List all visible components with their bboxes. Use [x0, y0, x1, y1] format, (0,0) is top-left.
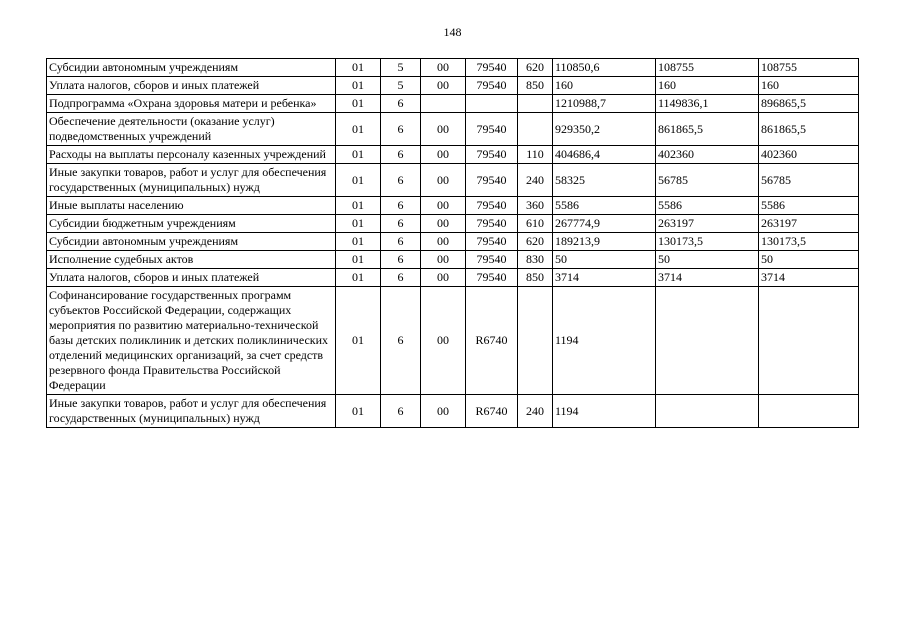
row-direction: 00 — [421, 215, 466, 233]
row-direction: 00 — [421, 164, 466, 197]
row-direction: 00 — [421, 395, 466, 428]
table-row — [47, 146, 859, 164]
row-amount-2 — [656, 395, 759, 428]
row-name: Софинансирование государственных программ субъектов Российской Федерации, содержащих мероприятия по развитию материально-технической базы детских поликлиник и детских поликлинических отделений медицинских организаций, за счет средств резервного фонда Правительства Российской Федерации — [47, 287, 336, 395]
row-code: 79540 — [466, 269, 518, 287]
row-section: 01 — [336, 287, 381, 395]
row-code: 79540 — [466, 146, 518, 164]
table-row — [47, 59, 859, 77]
row-name: Субсидии автономным учреждениям — [47, 233, 336, 251]
row-amount-3: 5586 — [759, 197, 859, 215]
row-expense-type: 360 — [518, 197, 553, 215]
row-section: 01 — [336, 113, 381, 146]
row-expense-type: 850 — [518, 77, 553, 95]
row-direction — [421, 95, 466, 113]
row-amount-2: 402360 — [656, 146, 759, 164]
row-amount-3: 56785 — [759, 164, 859, 197]
row-name: Подпрограмма «Охрана здоровья матери и ребенка» — [47, 95, 336, 113]
row-amount-2: 1149836,1 — [656, 95, 759, 113]
row-code: 79540 — [466, 233, 518, 251]
row-direction: 00 — [421, 233, 466, 251]
row-direction: 00 — [421, 59, 466, 77]
row-code: 79540 — [466, 113, 518, 146]
row-subprogram: 5 — [381, 77, 421, 95]
row-section: 01 — [336, 395, 381, 428]
row-name: Уплата налогов, сборов и иных платежей — [47, 269, 336, 287]
row-amount-2 — [656, 287, 759, 395]
row-code: 79540 — [466, 251, 518, 269]
row-amount-1: 189213,9 — [553, 233, 656, 251]
row-amount-1: 3714 — [553, 269, 656, 287]
row-amount-1: 1194 — [553, 395, 656, 428]
row-amount-3: 50 — [759, 251, 859, 269]
table-row — [47, 164, 859, 197]
row-section: 01 — [336, 95, 381, 113]
row-subprogram: 6 — [381, 287, 421, 395]
row-amount-2: 108755 — [656, 59, 759, 77]
row-expense-type — [518, 113, 553, 146]
row-amount-2: 160 — [656, 77, 759, 95]
row-amount-1: 58325 — [553, 164, 656, 197]
row-amount-2: 861865,5 — [656, 113, 759, 146]
row-amount-1: 404686,4 — [553, 146, 656, 164]
row-name: Обеспечение деятельности (оказание услуг) подведомственных учреждений — [47, 113, 336, 146]
row-expense-type: 110 — [518, 146, 553, 164]
row-section: 01 — [336, 77, 381, 95]
row-section: 01 — [336, 146, 381, 164]
row-direction: 00 — [421, 269, 466, 287]
row-amount-3: 130173,5 — [759, 233, 859, 251]
row-code — [466, 95, 518, 113]
row-amount-3: 263197 — [759, 215, 859, 233]
row-amount-3 — [759, 395, 859, 428]
row-amount-2: 50 — [656, 251, 759, 269]
row-code: 79540 — [466, 59, 518, 77]
row-code: 79540 — [466, 215, 518, 233]
table-row — [47, 197, 859, 215]
row-subprogram: 6 — [381, 164, 421, 197]
row-amount-3: 108755 — [759, 59, 859, 77]
row-name: Иные закупки товаров, работ и услуг для обеспечения государственных (муниципальных) нужд — [47, 395, 336, 428]
row-expense-type: 240 — [518, 164, 553, 197]
page-number: 148 — [443, 25, 462, 39]
row-name: Субсидии автономным учреждениям — [47, 59, 336, 77]
row-direction: 00 — [421, 197, 466, 215]
row-section: 01 — [336, 233, 381, 251]
row-expense-type — [518, 95, 553, 113]
row-subprogram: 6 — [381, 95, 421, 113]
row-amount-3: 160 — [759, 77, 859, 95]
row-amount-1: 110850,6 — [553, 59, 656, 77]
row-amount-1: 5586 — [553, 197, 656, 215]
table-row — [47, 287, 859, 395]
table-row — [47, 215, 859, 233]
row-subprogram: 6 — [381, 233, 421, 251]
table-row — [47, 95, 859, 113]
row-subprogram: 6 — [381, 146, 421, 164]
row-code: 79540 — [466, 77, 518, 95]
row-subprogram: 6 — [381, 269, 421, 287]
row-name: Уплата налогов, сборов и иных платежей — [47, 77, 336, 95]
row-code: 79540 — [466, 164, 518, 197]
row-direction: 00 — [421, 113, 466, 146]
row-section: 01 — [336, 197, 381, 215]
row-code: 79540 — [466, 197, 518, 215]
row-section: 01 — [336, 251, 381, 269]
row-amount-1: 267774,9 — [553, 215, 656, 233]
row-direction: 00 — [421, 146, 466, 164]
row-direction: 00 — [421, 251, 466, 269]
row-subprogram: 6 — [381, 215, 421, 233]
row-amount-3: 861865,5 — [759, 113, 859, 146]
row-amount-1: 1194 — [553, 287, 656, 395]
row-expense-type: 610 — [518, 215, 553, 233]
row-direction: 00 — [421, 77, 466, 95]
row-name: Иные закупки товаров, работ и услуг для обеспечения государственных (муниципальных) нужд — [47, 164, 336, 197]
row-amount-2: 5586 — [656, 197, 759, 215]
budget-table — [46, 58, 859, 428]
row-expense-type: 620 — [518, 233, 553, 251]
row-code: R6740 — [466, 395, 518, 428]
row-amount-2: 130173,5 — [656, 233, 759, 251]
row-subprogram: 6 — [381, 113, 421, 146]
table-row — [47, 395, 859, 428]
row-expense-type — [518, 287, 553, 395]
row-amount-1: 160 — [553, 77, 656, 95]
row-direction: 00 — [421, 287, 466, 395]
row-section: 01 — [336, 59, 381, 77]
row-amount-2: 3714 — [656, 269, 759, 287]
row-expense-type: 830 — [518, 251, 553, 269]
table-row — [47, 269, 859, 287]
row-amount-3 — [759, 287, 859, 395]
table-row — [47, 77, 859, 95]
row-subprogram: 6 — [381, 197, 421, 215]
row-name: Иные выплаты населению — [47, 197, 336, 215]
row-name: Субсидии бюджетным учреждениям — [47, 215, 336, 233]
row-section: 01 — [336, 269, 381, 287]
row-section: 01 — [336, 215, 381, 233]
row-amount-1: 929350,2 — [553, 113, 656, 146]
row-amount-3: 896865,5 — [759, 95, 859, 113]
row-expense-type: 620 — [518, 59, 553, 77]
row-amount-1: 50 — [553, 251, 656, 269]
row-amount-2: 56785 — [656, 164, 759, 197]
row-subprogram: 6 — [381, 251, 421, 269]
row-amount-2: 263197 — [656, 215, 759, 233]
table-row — [47, 113, 859, 146]
table-row — [47, 251, 859, 269]
row-subprogram: 5 — [381, 59, 421, 77]
table-row — [47, 233, 859, 251]
row-name: Расходы на выплаты персоналу казенных учреждений — [47, 146, 336, 164]
row-amount-1: 1210988,7 — [553, 95, 656, 113]
row-code: R6740 — [466, 287, 518, 395]
row-section: 01 — [336, 164, 381, 197]
row-expense-type: 850 — [518, 269, 553, 287]
row-name: Исполнение судебных актов — [47, 251, 336, 269]
row-amount-3: 3714 — [759, 269, 859, 287]
row-subprogram: 6 — [381, 395, 421, 428]
row-expense-type: 240 — [518, 395, 553, 428]
row-amount-3: 402360 — [759, 146, 859, 164]
